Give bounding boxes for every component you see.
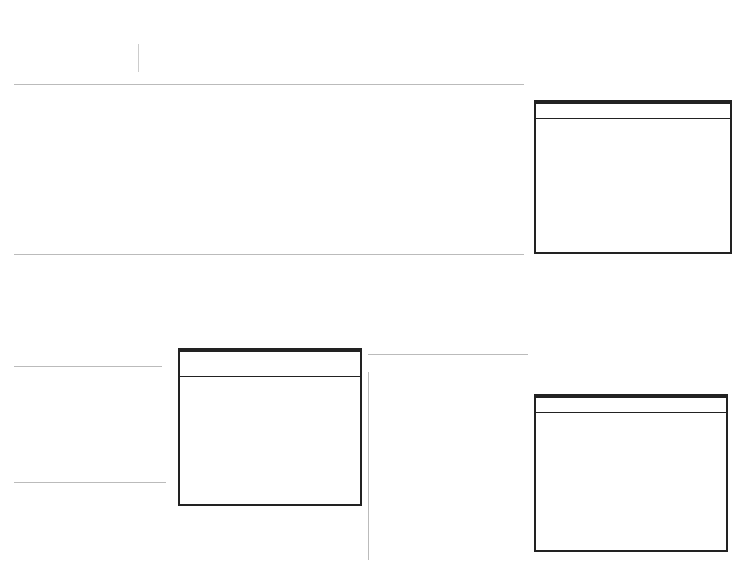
servings — [540, 400, 552, 409]
nutrition-rows — [536, 119, 730, 121]
product-panel-1 — [14, 40, 728, 302]
nutrition-table — [178, 348, 362, 506]
serving-size — [184, 354, 190, 363]
serving-info — [536, 398, 726, 413]
serving-info — [180, 352, 360, 377]
product-panel-3 — [368, 318, 730, 562]
serving-info — [536, 104, 730, 119]
product-panel-2 — [14, 322, 360, 560]
servings — [184, 364, 196, 373]
nutrition-table — [534, 100, 732, 254]
servings — [540, 106, 550, 115]
nutrition-table — [534, 394, 728, 552]
nutrition-row — [536, 119, 730, 121]
